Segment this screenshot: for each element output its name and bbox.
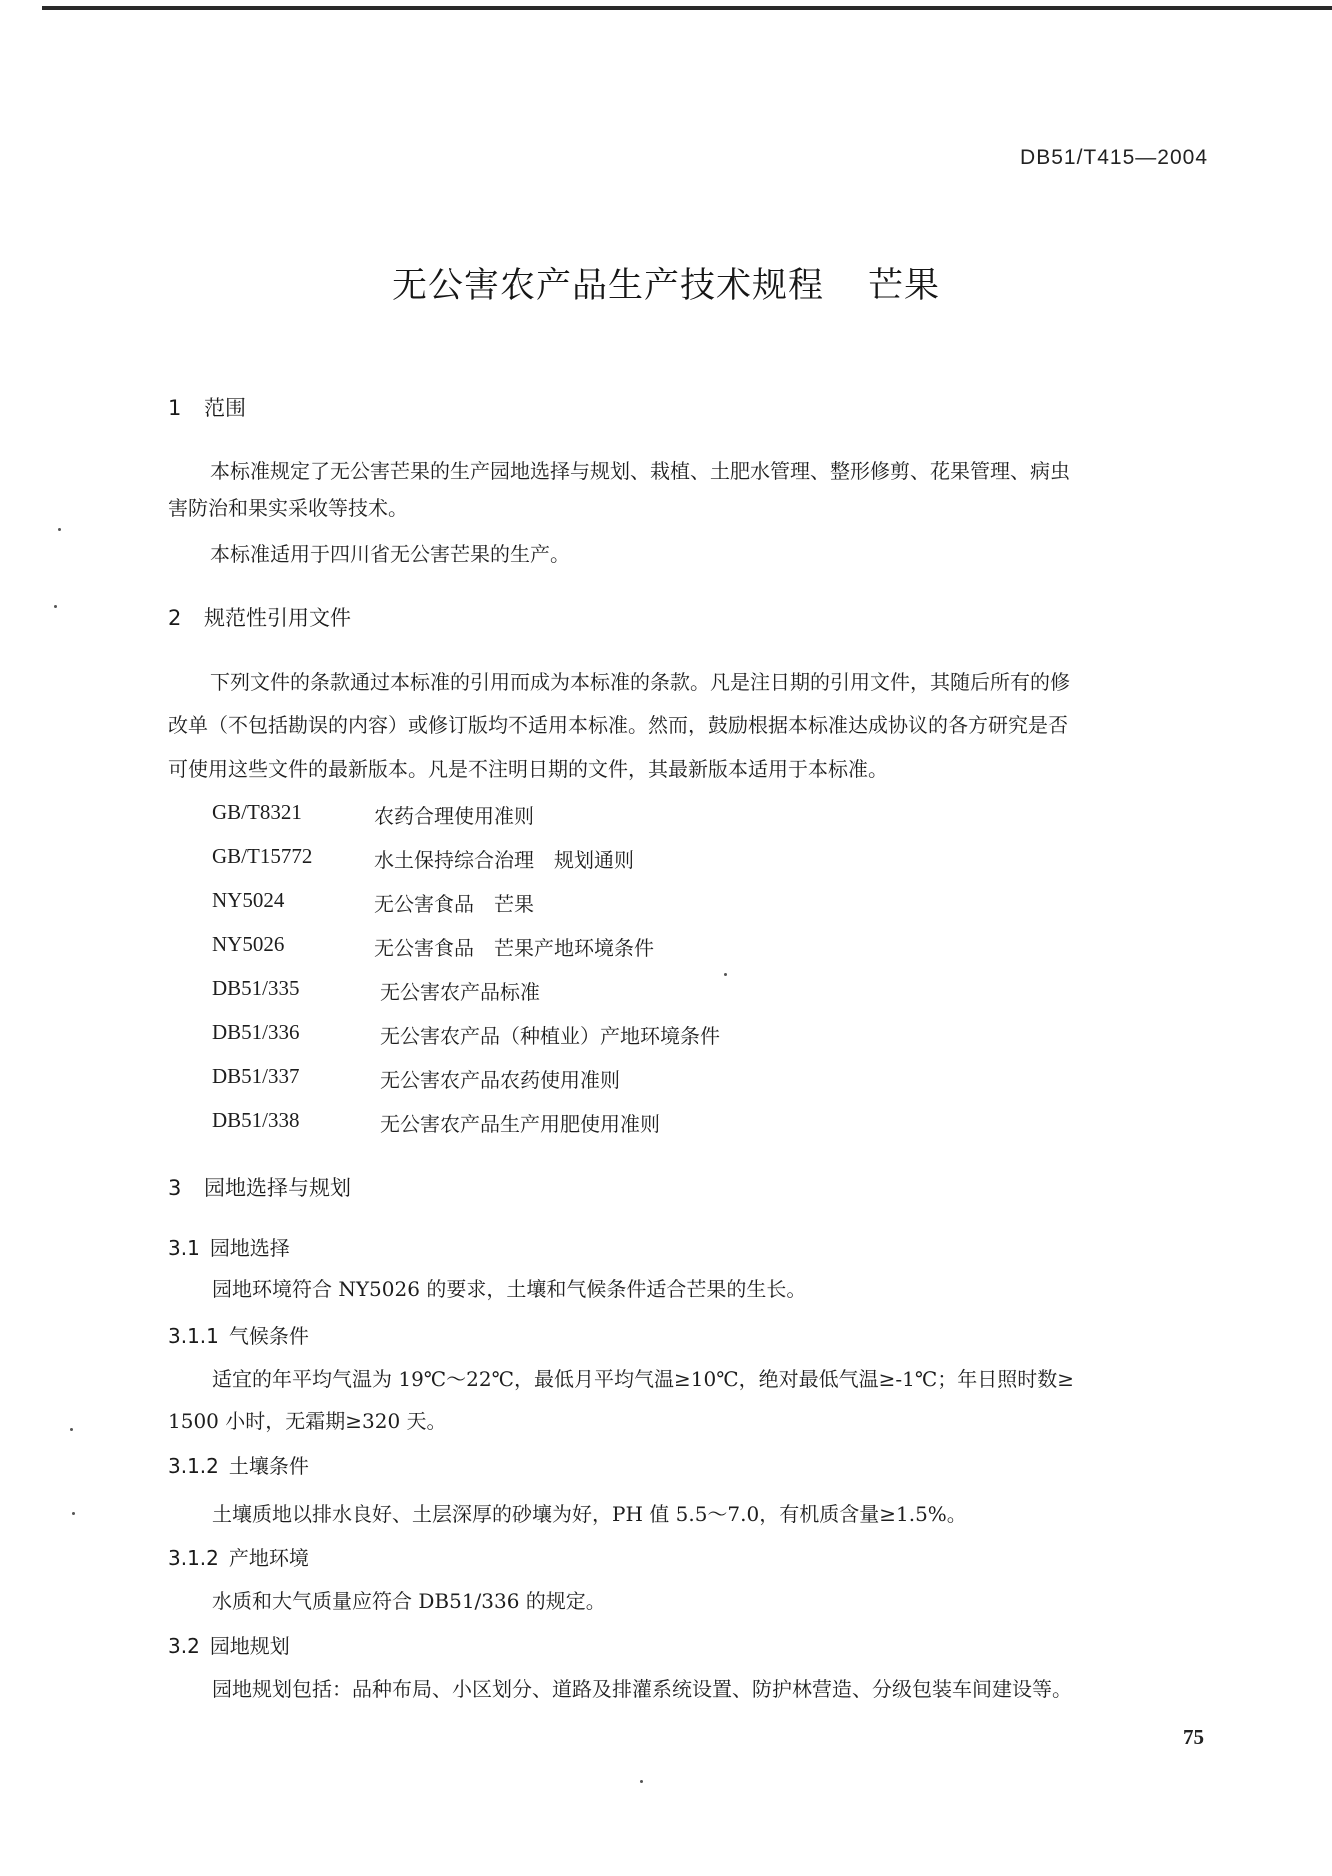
s3-1-1-paragraph-line-2: 1500 小时，无霜期≥320 天。 — [168, 1409, 447, 1433]
document-title — [0, 258, 1332, 308]
reference-code: DB51/338 — [212, 1108, 300, 1132]
reference-code: DB51/337 — [212, 1064, 300, 1088]
s3-2-paragraph: 园地规划包括：品种布局、小区划分、道路及排灌系统设置、防护林营造、分级包装车间建设等。 — [212, 1677, 1072, 1701]
section-label: 范围 — [204, 396, 246, 420]
scan-speck — [724, 973, 727, 976]
section-label: 园地选择与规划 — [204, 1176, 351, 1200]
reference-title: 农药合理使用准则 — [374, 804, 534, 828]
section-3-1-1-heading — [168, 1320, 309, 1349]
reference-code: DB51/335 — [212, 976, 300, 1000]
section-label: 气候条件 — [228, 1324, 309, 1348]
section-3-heading — [168, 1172, 351, 1202]
section-3-2-heading — [168, 1630, 290, 1659]
section-number: 3 — [168, 1176, 182, 1200]
s2-paragraph-line-1: 下列文件的条款通过本标准的引用而成为本标准的条款。凡是注日期的引用文件，其随后所有的修 — [210, 670, 1070, 694]
section-number: 2 — [168, 606, 182, 630]
section-3-1-2-environment-heading — [168, 1542, 309, 1571]
section-label: 园地规划 — [209, 1634, 290, 1658]
reference-code: NY5026 — [212, 932, 285, 956]
section-label: 规范性引用文件 — [204, 606, 351, 630]
page-number: 75 — [1183, 1725, 1204, 1749]
reference-title: 无公害食品 芒果产地环境条件 — [374, 936, 654, 960]
section-number: 1 — [168, 396, 182, 420]
s3-1-2-environment-paragraph: 水质和大气质量应符合 DB51/336 的规定。 — [212, 1589, 606, 1613]
title-main: 无公害农产品生产技术规程 — [391, 266, 824, 306]
reference-title: 无公害农产品生产用肥使用准则 — [380, 1112, 660, 1136]
section-number: 3.1.2 — [168, 1454, 219, 1478]
section-label: 产地环境 — [228, 1546, 309, 1570]
s3-1-paragraph: 园地环境符合 NY5026 的要求，土壤和气候条件适合芒果的生长。 — [212, 1277, 807, 1301]
top-rule — [42, 6, 1332, 10]
reference-title: 无公害农产品（种植业）产地环境条件 — [380, 1024, 720, 1048]
section-3-1-heading — [168, 1232, 290, 1261]
reference-title: 无公害农产品农药使用准则 — [380, 1068, 620, 1092]
reference-code: DB51/336 — [212, 1020, 300, 1044]
section-1-heading — [168, 392, 246, 422]
section-number: 3.1.1 — [168, 1324, 219, 1348]
s2-paragraph-line-3: 可使用这些文件的最新版本。凡是不注明日期的文件，其最新版本适用于本标准。 — [168, 757, 888, 781]
section-number: 3.2 — [168, 1634, 200, 1658]
section-3-1-2-soil-heading — [168, 1450, 309, 1479]
reference-title: 水土保持综合治理 规划通则 — [374, 848, 634, 872]
s2-paragraph-line-2: 改单（不包括勘误的内容）或修订版均不适用本标准。然而，鼓励根据本标准达成协议的各方研究是否 — [168, 713, 1068, 737]
scan-speck — [72, 1512, 75, 1515]
s3-1-1-paragraph-line-1: 适宜的年平均气温为 19℃～22℃，最低月平均气温≥10℃，绝对最低气温≥-1℃；年日照时数≥ — [212, 1367, 1074, 1391]
scan-speck — [70, 1428, 73, 1431]
scan-speck — [54, 605, 57, 608]
reference-code: GB/T8321 — [212, 800, 302, 824]
section-2-heading — [168, 602, 351, 632]
scan-speck — [640, 1780, 643, 1783]
title-subject: 芒果 — [868, 266, 941, 306]
section-label: 园地选择 — [209, 1236, 290, 1260]
reference-title: 无公害食品 芒果 — [374, 892, 534, 916]
section-number: 3.1.2 — [168, 1546, 219, 1570]
scan-speck — [58, 528, 61, 531]
reference-code: GB/T15772 — [212, 844, 313, 868]
section-label: 土壤条件 — [228, 1454, 309, 1478]
s1-paragraph-1-line-2: 害防治和果实采收等技术。 — [168, 496, 408, 520]
section-number: 3.1 — [168, 1236, 200, 1260]
reference-title: 无公害农产品标准 — [380, 980, 540, 1004]
s3-1-2-soil-paragraph: 土壤质地以排水良好、土层深厚的砂壤为好，PH 值 5.5～7.0，有机质含量≥1.5%。 — [212, 1502, 967, 1526]
reference-code: NY5024 — [212, 888, 285, 912]
s1-paragraph-2: 本标准适用于四川省无公害芒果的生产。 — [210, 542, 570, 566]
s1-paragraph-1-line-1: 本标准规定了无公害芒果的生产园地选择与规划、栽植、土肥水管理、整形修剪、花果管理、病虫 — [210, 459, 1070, 483]
standard-code: DB51/T415—2004 — [1020, 146, 1208, 169]
